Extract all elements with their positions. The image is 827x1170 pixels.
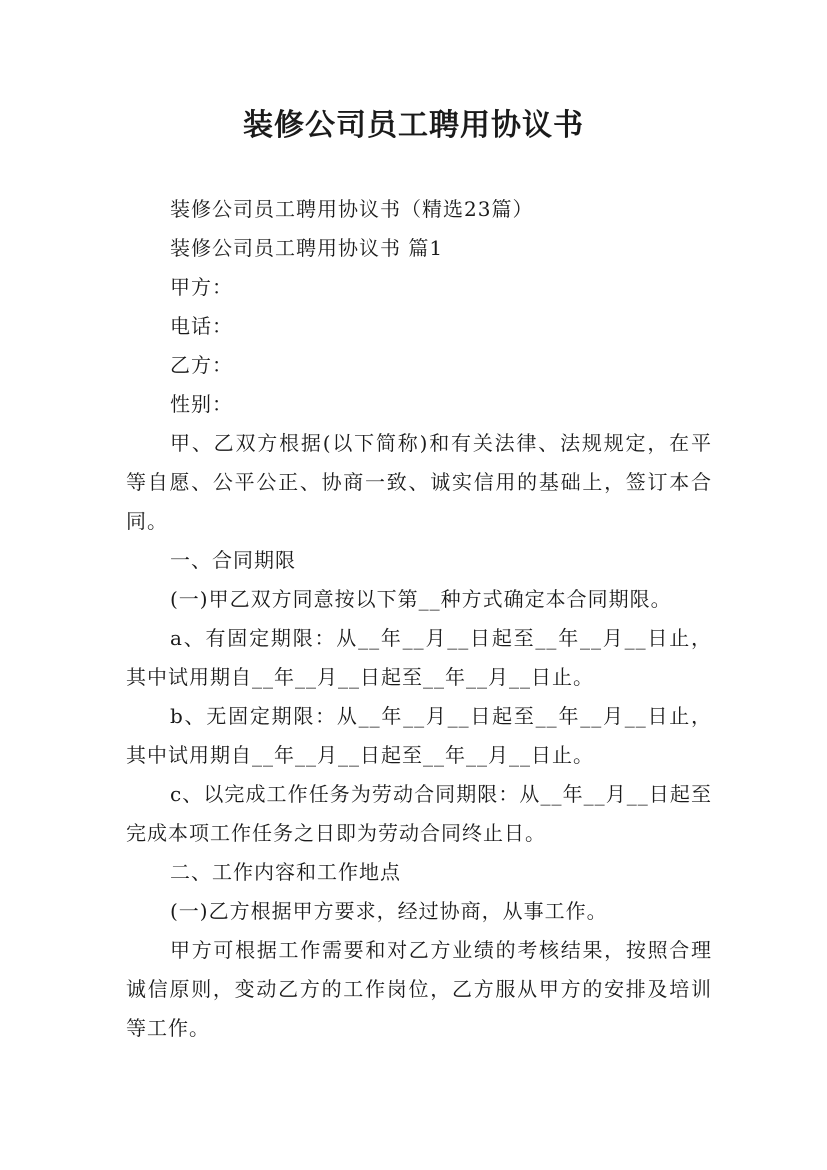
paragraph-subtitle: 装修公司员工聘用协议书（精选23篇） [170,197,534,221]
field-gender: 性别： [170,392,233,416]
paragraph-task-term: c、以完成工作任务为劳动合同期限：从__年__月__日起至完成本项工作任务之日即为劳动合同终止日。 [126,782,712,845]
paragraph-job-change: 甲方可根据工作需要和对乙方业绩的考核结果，按照合理诚信原则，变动乙方的工作岗位，乙方服从甲方的安排及培训等工作。 [126,938,712,1040]
paragraph-preamble: 甲、乙双方根据(以下简称)和有关法律、法规规定，在平等自愿、公平公正、协商一致、诚实信用的基础上，签订本合同。 [126,431,712,533]
heading-contract-term: 一、合同期限 [170,548,296,572]
heading-work-content: 二、工作内容和工作地点 [170,860,401,884]
paragraph-open-term: b、无固定期限：从__年__月__日起至__年__月__日止，其中试用期自__年__月__日起至__年__月__日止。 [126,704,712,767]
paragraph-section-heading: 装修公司员工聘用协议书 篇1 [170,236,444,260]
paragraph-fixed-term: a、有固定期限：从__年__月__日起至__年__月__日止，其中试用期自__年__月__日起至__年__月__日止。 [126,626,712,689]
document-body [126,190,712,1048]
field-phone: 电话： [170,314,233,338]
paragraph-work-assignment: (一)乙方根据甲方要求，经过协商，从事工作。 [170,899,608,923]
field-party-b: 乙方： [170,353,233,377]
document-title: 装修公司员工聘用协议书 [243,108,584,143]
paragraph-term-method: (一)甲乙双方同意按以下第__种方式确定本合同期限。 [170,587,672,611]
field-party-a: 甲方： [170,275,233,299]
